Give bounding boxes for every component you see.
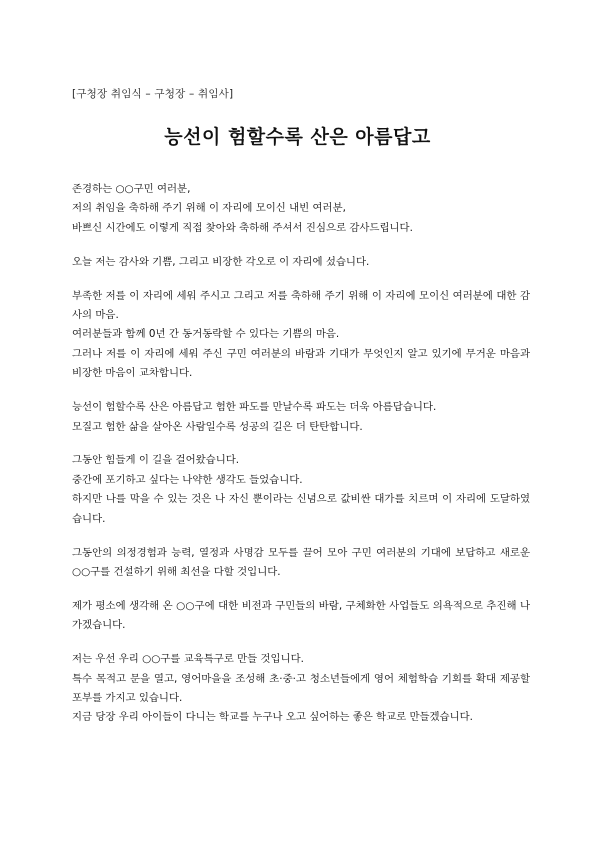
text-line: 여러분들과 함께 0년 간 동거동락할 수 있다는 기쁨의 마음.: [72, 328, 340, 341]
paragraph: [72, 544, 530, 583]
text-line: 그동안 힘들게 이 길을 걸어왔습니다.: [72, 454, 240, 467]
paragraph: [72, 180, 530, 238]
text-line: 능선이 험할수록 산은 아름답고 험한 파도를 만날수록 파도는 더욱 아름답습니다.: [72, 401, 437, 414]
text-line: 특수 목적고 문을 열고, 영어마을을 조성해 초·중·고 청소년들에게 영어 체험학습 기회를 확대 제공할 포부를 가지고 있습니다.: [72, 672, 530, 705]
text-line: 저의 취임을 축하해 주기 위해 이 자리에 모이신 내빈 여러분,: [72, 202, 346, 215]
document-body: [72, 180, 530, 742]
text-line: 오늘 저는 감사와 기쁨, 그리고 비장한 각오로 이 자리에 섰습니다.: [72, 255, 370, 268]
text-line: 그러나 저를 이 자리에 세워 주신 구민 여러분의 바람과 기대가 무엇인지 알고 있기에 무거운 마음과 비장한 마음이 교차합니다.: [72, 347, 530, 380]
text-line: 모질고 험한 삶을 살아온 사람일수록 성공의 길은 더 탄탄합니다.: [72, 420, 363, 433]
document-title: 능선이 험할수록 산은 아름답고: [164, 126, 431, 148]
text-line: 지금 당장 우리 아이들이 다니는 학교를 누구나 오고 싶어하는 좋은 학교로 만들겠습니다.: [72, 711, 473, 724]
paragraph: [72, 597, 530, 636]
paragraph: [72, 253, 530, 272]
paragraph: [72, 398, 530, 437]
paragraph: [72, 650, 530, 728]
paragraph: [72, 451, 530, 529]
text-line: 바쁘신 시간에도 이렇게 직접 찾아와 축하해 주셔서 진심으로 감사드립니다.: [72, 221, 413, 234]
text-line: 부족한 저를 이 자리에 세워 주시고 그리고 저를 축하해 주기 위해 이 자리에 모이신 여러분에 대한 감사의 마음.: [72, 289, 530, 322]
text-line: 중간에 포기하고 싶다는 나약한 생각도 들었습니다.: [72, 473, 303, 486]
text-line: 하지만 나를 막을 수 있는 것은 나 자신 뿐이라는 신념으로 값비싼 대가를 치르며 이 자리에 도달하였습니다.: [72, 493, 530, 525]
paragraph: [72, 287, 530, 384]
text-line: 존경하는 ○○구민 여러분,: [72, 183, 191, 195]
text-line: 저는 우선 우리 ○○구를 교육특구로 만들 것입니다.: [72, 653, 304, 666]
document-category: [구청장 취임식 – 구청장 – 취임사]: [72, 88, 234, 100]
text-line: 제가 평소에 생각해 온 ○○구에 대한 비전과 구민들의 바람, 구체화한 사업들도 의욕적으로 추진해 나가겠습니다.: [72, 599, 530, 632]
text-line: 그동안의 의정경험과 능력, 열정과 사명감 모두를 끌어 모아 구민 여러분의 기대에 보답하고 새로운 ○○구를 건설하기 위해 최선을 다할 것입니다.: [72, 546, 530, 578]
